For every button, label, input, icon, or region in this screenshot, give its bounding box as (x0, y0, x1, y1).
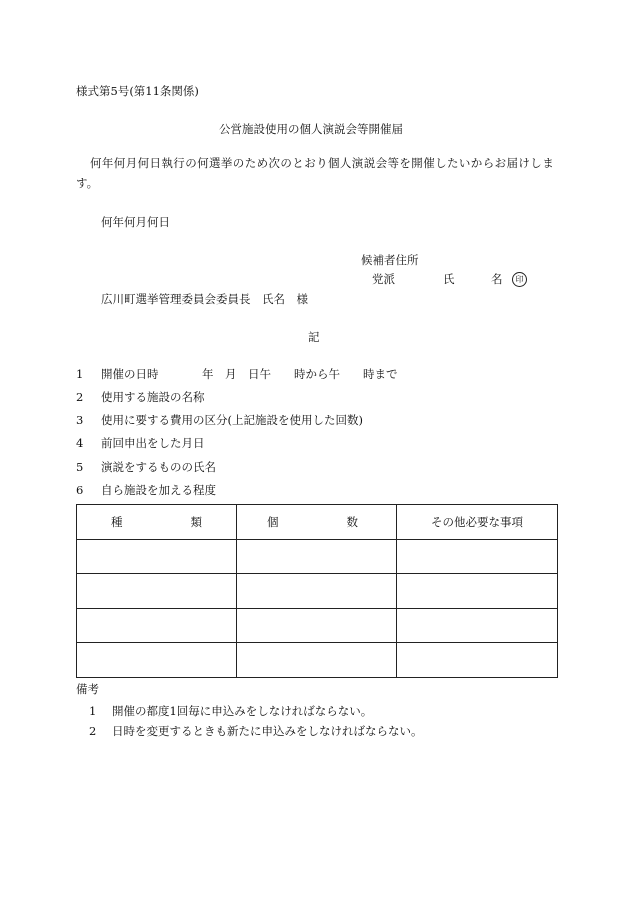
facility-table (76, 504, 558, 678)
table-row (77, 574, 558, 609)
table-cell[interactable] (397, 539, 558, 574)
list-item (76, 415, 363, 427)
item-detail: 年 月 日午 時から午 時まで (202, 367, 398, 381)
table-header-row (77, 505, 558, 540)
remark-note (89, 726, 422, 738)
table-row (77, 539, 558, 574)
item-number: 6 (76, 483, 84, 497)
table-cell[interactable] (77, 608, 237, 643)
table-row (77, 608, 558, 643)
table-cell[interactable] (77, 643, 237, 678)
header-count: 個 数 (237, 505, 397, 540)
item-label: 前回申出をした月日 (100, 436, 205, 450)
note-text: 日時を変更するときも新たに申込みをしなければならない。 (111, 724, 423, 738)
item-label: 演説をするものの氏名 (100, 460, 216, 474)
note-text: 開催の都度1回毎に申込みをしなければならない。 (111, 704, 373, 718)
item-number: 4 (76, 436, 84, 450)
list-item (76, 392, 204, 404)
date-line: 何年何月何日 (101, 215, 170, 229)
item-number: 1 (76, 367, 84, 381)
item-number: 3 (76, 413, 84, 427)
table-cell[interactable] (397, 608, 558, 643)
table-cell[interactable] (77, 574, 237, 609)
document-title: 公営施設使用の個人演説会等開催届 (219, 122, 403, 136)
table-cell[interactable] (237, 608, 397, 643)
intro-line-2: す。 (76, 176, 99, 190)
intro-line-1: 何年何月何日執行の何選挙のため次のとおり個人演説会等を開催したいからお届けしま (90, 156, 555, 170)
item-number: 2 (76, 390, 84, 404)
list-item (76, 369, 158, 381)
item-label: 自ら施設を加える程度 (100, 483, 216, 497)
name-char-2: 名 (491, 272, 503, 286)
note-number: 2 (89, 724, 97, 738)
ki-heading: 記 (308, 330, 320, 344)
remarks-heading: 備考 (76, 682, 99, 696)
seal-icon: 印 (512, 272, 527, 287)
list-item (76, 485, 216, 497)
item-label: 開催の日時 (100, 367, 159, 381)
item-label: 使用する施設の名称 (100, 390, 205, 404)
table-cell[interactable] (237, 539, 397, 574)
table-cell[interactable] (397, 574, 558, 609)
table-cell[interactable] (237, 643, 397, 678)
list-item (76, 462, 216, 474)
name-char-1: 氏 (443, 272, 455, 286)
table-row (77, 643, 558, 678)
table-cell[interactable] (77, 539, 237, 574)
candidate-address-label: 候補者住所 (361, 253, 419, 267)
item-number: 5 (76, 460, 84, 474)
list-item (76, 438, 204, 450)
note-number: 1 (89, 704, 97, 718)
party-label: 党派 (372, 272, 395, 286)
item-label: 使用に要する費用の区分(上記施設を使用した回数) (100, 413, 363, 427)
header-type: 種 類 (77, 505, 237, 540)
table-cell[interactable] (397, 643, 558, 678)
seal-mark (510, 272, 527, 287)
addressee: 広川町選挙管理委員会委員長 氏名 様 (101, 292, 308, 306)
header-other: その他必要な事項 (397, 505, 558, 540)
form-number: 様式第5号(第11条関係) (76, 84, 199, 98)
table-cell[interactable] (237, 574, 397, 609)
remark-note (89, 706, 372, 718)
